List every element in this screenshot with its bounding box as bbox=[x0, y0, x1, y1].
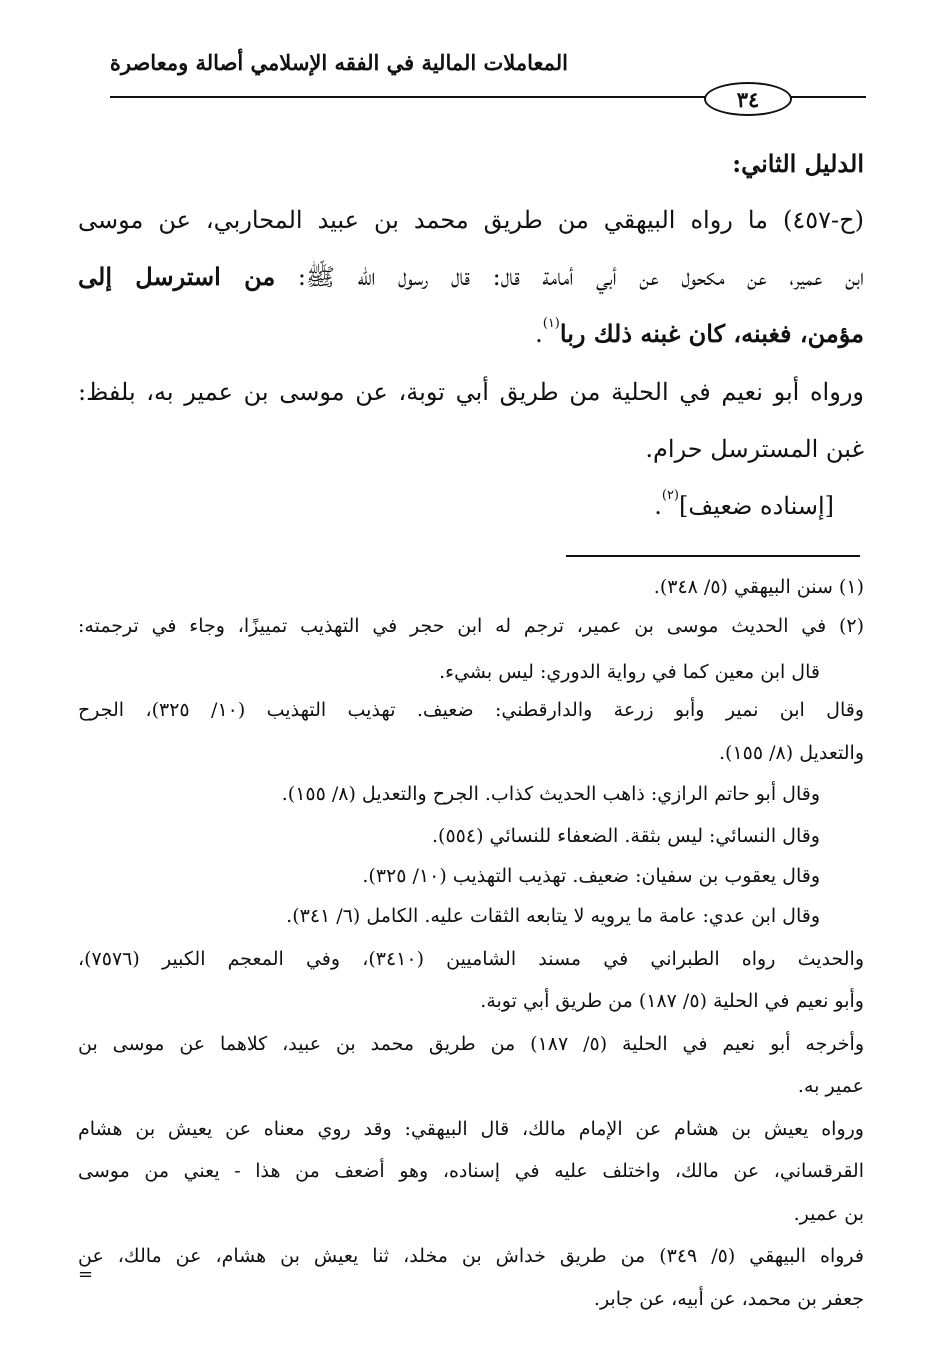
footnote-line: وقال يعقوب بن سفيان: ضعيف. تهذيب التهذيب (١٠/ ٣٢٥). bbox=[362, 865, 820, 887]
footnote-line: وقال أبو حاتم الرازي: ذاهب الحديث كذاب. الجرح والتعديل (٨/ ١٥٥). bbox=[281, 783, 820, 805]
footnote-line: وقال النسائي: ليس بثقة. الضعفاء للنسائي (٥٥٤). bbox=[432, 825, 820, 847]
continuation-mark: = bbox=[78, 1264, 94, 1285]
body-line: (ح-٤٥٧) ما رواه البيهقي من طريق محمد بن عبيد المحاربي، عن موسى bbox=[78, 206, 864, 234]
footnote-line: وقال ابن نمير وأبو زرعة والدارقطني: ضعيف. تهذيب التهذيب (١٠/ ٣٢٥)، الجرح bbox=[78, 699, 865, 721]
page-number-badge bbox=[704, 82, 792, 116]
body-text: ابن عمير، عن مكحول عن أبي أمامة قال: قال رسول الله ﷺ: bbox=[297, 263, 864, 291]
body-line bbox=[78, 262, 864, 291]
footnote-line: ورواه يعيش بن هشام عن الإمام مالك، قال البيهقي: وقد روي معناه عن يعيش بن هشام bbox=[78, 1118, 864, 1140]
body-line bbox=[78, 316, 864, 348]
footnote-line: (١) سنن البيهقي (٥/ ٣٤٨). bbox=[653, 576, 864, 598]
body-line: ورواه أبو نعيم في الحلية من طريق أبي توبة، عن موسى بن عمير به، بلفظ: bbox=[78, 378, 864, 406]
footnote-line: والتعديل (٨/ ١٥٥). bbox=[719, 742, 864, 764]
footnote-line: قال ابن معين كما في رواية الدوري: ليس بشيء. bbox=[439, 661, 820, 683]
footnote-line: وأخرجه أبو نعيم في الحلية (٥/ ١٨٧) من طريق محمد بن عبيد، كلاهما عن موسى بن bbox=[78, 1033, 865, 1055]
footnote-ref: (١) bbox=[542, 316, 560, 331]
body-text: . bbox=[654, 492, 662, 520]
footnote-line: جعفر بن محمد، عن أبيه، عن جابر. bbox=[593, 1288, 864, 1310]
grading-text: [إسناده ضعيف] bbox=[679, 492, 834, 520]
footnote-line: فرواه البيهقي (٥/ ٣٤٩) من طريق خداش بن مخلد، ثنا يعيش بن هشام، عن مالك، عن bbox=[78, 1245, 864, 1267]
running-header-title: المعاملات المالية في الفقه الإسلامي أصالة ومعاصرة bbox=[109, 50, 568, 75]
footnote-line: وقال ابن عدي: عامة ما يرويه لا يتابعه الثقات عليه. الكامل (٦/ ٣٤١). bbox=[286, 905, 820, 927]
footnote-line: القرقساني، عن مالك، واختلف عليه في إسناده، وهو أضعف من هذا - يعني من موسى bbox=[78, 1160, 864, 1182]
footnote-line: وأبو نعيم في الحلية (٥/ ١٨٧) من طريق أبي توبة. bbox=[480, 990, 864, 1012]
footnote-line: والحديث رواه الطبراني في مسند الشاميين (٣٤١٠)، وفي المعجم الكبير (٧٥٧٦)، bbox=[78, 948, 864, 970]
footnote-rule bbox=[566, 555, 860, 557]
footnote-line: عمير به. bbox=[797, 1075, 864, 1097]
hadith-text: مؤمن، فغبنه، كان غبنه ذلك ربا bbox=[559, 319, 864, 348]
body-line bbox=[78, 488, 834, 520]
footnote-ref: (٢) bbox=[661, 488, 679, 503]
hadith-text: من استرسل إلى bbox=[78, 262, 276, 291]
footnote-line: بن عمير. bbox=[793, 1203, 864, 1225]
page-number: ٣٤ bbox=[736, 86, 760, 112]
body-line: غبن المسترسل حرام. bbox=[645, 435, 864, 463]
footnote-line: (٢) في الحديث موسى بن عمير، ترجم له ابن حجر في التهذيب تمييزًا، وجاء في ترجمته: bbox=[78, 615, 864, 637]
body-text: . bbox=[535, 320, 543, 348]
section-heading: الدليل الثاني: bbox=[732, 149, 864, 178]
